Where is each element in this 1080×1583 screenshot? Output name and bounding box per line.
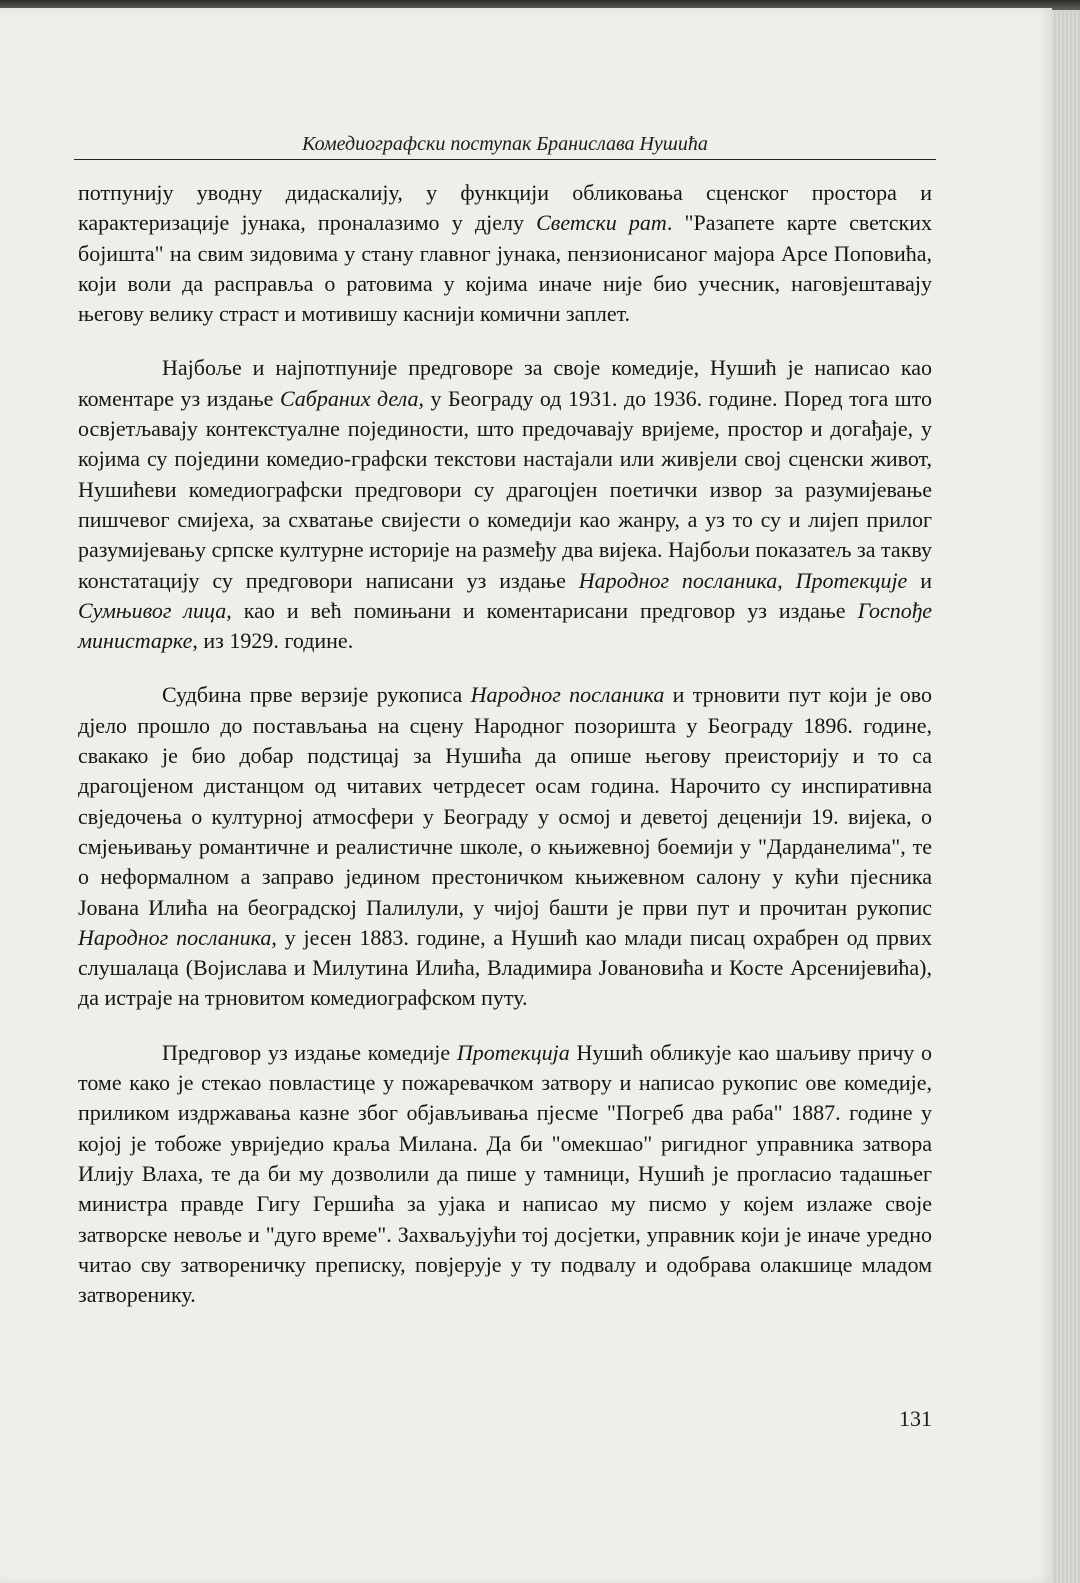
page-number: 131 (899, 1406, 932, 1431)
italic-title: Сабраних дела (279, 385, 419, 411)
italic-title: Сумњивог лица (78, 597, 227, 623)
italic-title: Госпође министарке (78, 597, 933, 654)
text-run: , у Београду од 1931. до 1936. године. Поред тога што освјетљавају контекстуалне појединости, што предочавају вријеме, простор и догађаје, у којима су поједини комедио-графски текстови настајали или живјели свој сценски живот, Нушићеви комедиографски предговори су драгоцјен поетички извор за разумијевање пишчевог смијеха, за схватање свијести о комедији као жанру, а уз то су и лијеп прилог разумијевању српске културне историје на размеђу два вијека. Најбољи показатељ за такву констатацију су предговори написани уз издање (78, 385, 932, 593)
paragraph-3 (78, 680, 932, 1013)
italic-title: Народног посланика (578, 567, 778, 593)
italic-title: Протекција (456, 1039, 570, 1065)
text-run: Нушић обликује као шаљиву причу о томе како је стекао повластице у пожаревачком затвору и написао рукопис ове комедије, приликом издржавања казне због објављивања пјесме "Погреб два раба" 1887. године у којој је тобоже увриједио краља Милана. Да би "омекшао" ригидног управника затвора Илију Влаха, те да би му дозволили да пише у тамници, Нушић је прогласио тадашњег министра правде Гигу Гершића за ујака и написао му писмо у којем излаже своје затворске невоље и "дуго време". Захваљујући тој досјетки, управник који је иначе уредно читао сву затвореничку преписку, повјерује у ту подвалу и одобрава олакшице младом затворенику. (78, 1039, 932, 1308)
text-run: и трновити пут који је ово дјело прошло до постављања на сцену Народног позоришта у Београду 1896. године, свакако је био добар подстицај за Нушића да опише његову преисторију и то са драгоцјеном дистанцом од читавих четрдесет осам година. Нарочито су инспиративна свједочења о културној атмосфери у Београду у осмој и деветој деценији 19. вијека, о смјењивању романтичне и реалистичне школе, о књижевној боемији у "Дарданелима", те о неформалном а заправо једином престоничком књижевном салону у кући пјесника Јована Илића на београдској Палилули, у чијој башти је први пут и прочитан рукопис (78, 682, 933, 920)
text-run: , као и већ помињани и коментарисани предговор уз издање (226, 597, 858, 623)
text-run: потпунију уводну дидаскалију, у функцији обликовања сценског простора и карактеризације јунака, проналазимо у дјелу (78, 180, 932, 236)
body-text (78, 178, 932, 1334)
italic-title: Светски рат (536, 210, 667, 236)
text-run: , (777, 567, 796, 593)
text-run: , из 1929. године. (192, 628, 354, 654)
text-run: . "Разапете карте светских бојишта" на свим зидовима у стану главног јунака, пензионисаног мајора Арсе Поповића, који воли да расправља о ратовима у којима иначе није био учесник, наговјештавају његову велику страст и мотивишу каснији комични заплет. (78, 210, 933, 327)
text-run: и (907, 567, 932, 593)
book-page-edge (1052, 10, 1080, 1583)
paragraph-2 (78, 353, 932, 656)
text-run: Судбина прве верзије рукописа (162, 682, 471, 708)
paragraph-1 (78, 178, 932, 329)
italic-title: Протекције (795, 567, 908, 593)
text-run: Предговор уз издање комедије (162, 1039, 457, 1065)
running-head: Комедиографски поступак Бранислава Нушића (302, 133, 708, 155)
text-run: , у јесен 1883. године, а Нушић као млади писац охрабрен од првих слушалаца (Војислава и Милутина Илића, Владимира Јовановића и Косте Арсенијевића), да истраје на трновитом комедиографском путу. (78, 924, 932, 1011)
italic-title: Народног посланика (470, 682, 665, 708)
paragraph-4 (78, 1038, 932, 1311)
italic-title: Народног посланика (78, 924, 272, 950)
header-rule (74, 159, 936, 160)
text-run: Најбоље и најпотпуније предговоре за своје комедије, Нушић је написао као коментаре уз издање (78, 355, 932, 411)
